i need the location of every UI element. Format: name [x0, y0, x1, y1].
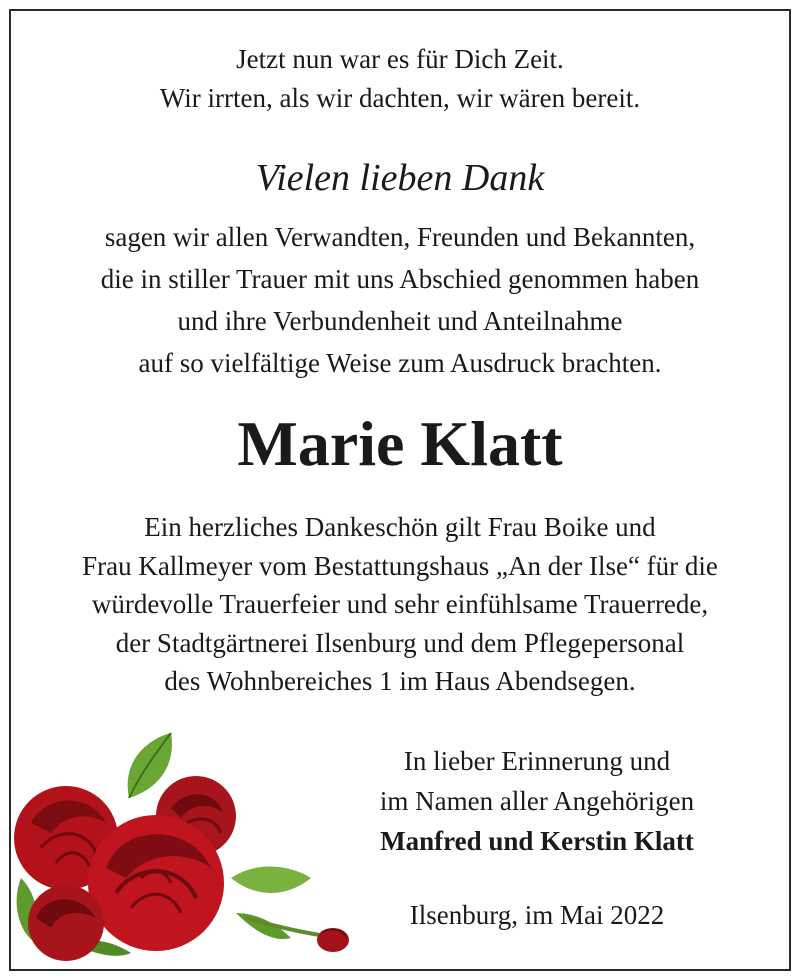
- closing-line: im Namen aller Angehörigen: [379, 786, 695, 816]
- roses-icon: [11, 728, 351, 966]
- thanks-line: die in stiller Trauer mit uns Abschied genommen haben: [100, 264, 700, 294]
- thanks-text: [0, 216, 800, 384]
- special-thanks-line: Frau Kallmeyer vom Bestattungshaus „An der Ilse“ für die: [82, 550, 718, 581]
- thanks-line: sagen wir allen Verwandten, Freunden und Bekannten,: [104, 222, 696, 252]
- special-thanks-line: der Stadtgärtnerei Ilsenburg und dem Pflegepersonal: [115, 627, 685, 658]
- thanks-heading: Vielen lieben Dank: [255, 157, 545, 199]
- special-thanks-line: würdevolle Trauerfeier und sehr einfühlsame Trauerrede,: [91, 589, 709, 619]
- signatories: Manfred und Kerstin Klatt: [380, 826, 694, 856]
- poem-line: Jetzt nun war es für Dich Zeit.: [236, 44, 564, 74]
- thanks-line: auf so vielfältige Weise zum Ausdruck brachten.: [138, 348, 662, 378]
- poem-line: Wir irrten, als wir dachten, wir wären bereit.: [159, 83, 641, 113]
- special-thanks-line: Ein herzliches Dankeschön gilt Frau Boike und: [144, 512, 656, 542]
- thanks-line: und ihre Verbundenheit und Anteilnahme: [177, 306, 623, 336]
- place-date: Ilsenburg, im Mai 2022: [409, 900, 665, 930]
- deceased-name: Marie Klatt: [237, 408, 563, 479]
- poem: [0, 40, 800, 118]
- closing-line: In lieber Erinnerung und: [403, 746, 671, 776]
- special-thanks-line: des Wohnbereiches 1 im Haus Abendsegen.: [164, 666, 636, 696]
- special-thanks-text: [0, 508, 800, 701]
- closing-signature: [322, 741, 752, 861]
